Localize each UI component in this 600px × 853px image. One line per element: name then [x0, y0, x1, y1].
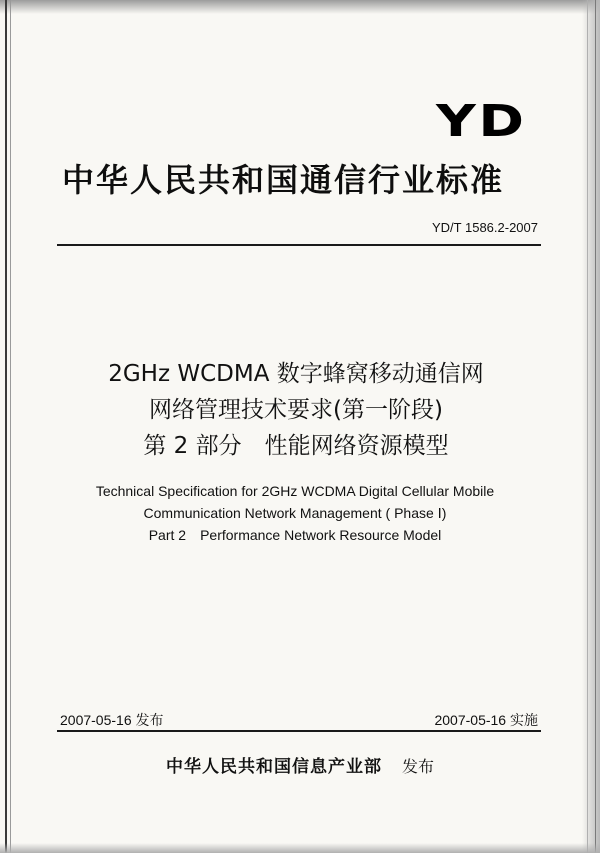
- chinese-title-line-3: 第 2 部分 性能网络资源模型: [143, 433, 449, 459]
- scan-bottom-shadow: [0, 843, 600, 853]
- chinese-title-line-1: 2GHz WCDMA 数字蜂窝移动通信网: [108, 361, 484, 387]
- publisher-action: 发布: [401, 757, 434, 776]
- chinese-title: [0, 356, 600, 464]
- standard-number: YD/T 1586.2-2007: [432, 220, 538, 235]
- english-title-line-1: Technical Specification for 2GHz WCDMA Digital Cellular Mobile: [95, 483, 495, 499]
- english-title-line-2: Communication Network Management ( Phase Ⅰ): [143, 505, 447, 521]
- issue-date: 2007-05-16 发布: [60, 712, 164, 728]
- publisher-department: 中华人民共和国信息产业部: [166, 757, 383, 777]
- scan-top-shadow: [0, 0, 600, 14]
- publisher-line: [0, 752, 600, 777]
- bottom-divider: [57, 730, 541, 732]
- org-title: 中华人民共和国通信行业标准: [62, 161, 505, 199]
- yd-logo: YD: [436, 96, 527, 147]
- top-divider: [57, 244, 541, 246]
- chinese-title-line-2: 网络管理技术要求(第一阶段): [149, 397, 443, 423]
- implementation-date: 2007-05-16 实施: [434, 712, 538, 728]
- english-title-line-3: Part 2 Performance Network Resource Model: [148, 527, 442, 543]
- english-title: [0, 480, 600, 546]
